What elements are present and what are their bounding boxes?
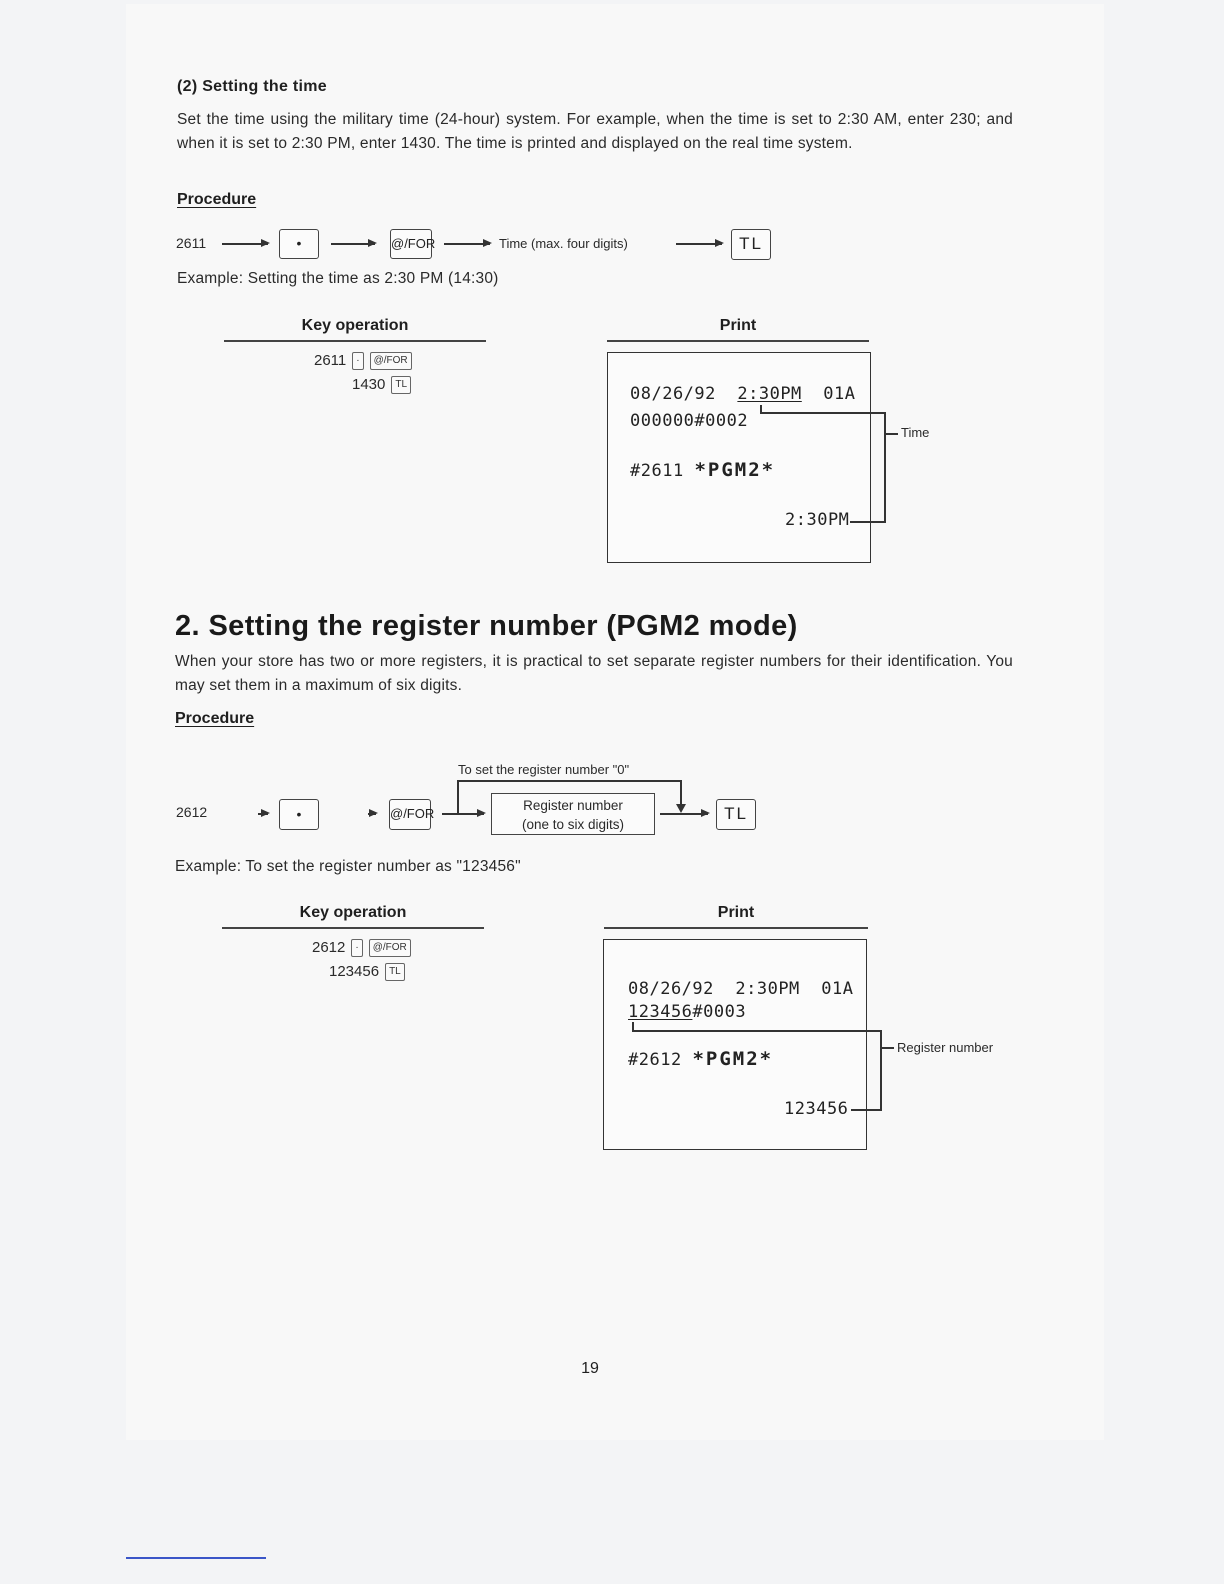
callout-line [884, 412, 886, 522]
receipt-consecutive: #0003 [692, 1002, 747, 1022]
key-line-1 [312, 939, 411, 957]
register-number-box [491, 793, 655, 835]
callout-line [880, 1047, 894, 1049]
key-line-2-code: 1430 [352, 376, 386, 393]
register-procedure-label: Procedure [175, 710, 255, 727]
small-for-key: @/FOR [370, 352, 412, 370]
receipt-mode-line [628, 1048, 773, 1070]
tl-key: TL [731, 229, 771, 260]
bypass-line [680, 780, 682, 806]
footnote-rule [126, 1557, 266, 1559]
register-start-code: 2612 [176, 804, 208, 820]
receipt-mode: *PGM2* [692, 1048, 774, 1070]
receipt-time-value: 2:30PM [735, 979, 800, 999]
receipt-time-print: 2:30PM [785, 510, 850, 530]
page-number: 19 [581, 1360, 599, 1377]
divider [607, 340, 869, 342]
receipt-header-line [628, 979, 854, 999]
register-box-line2: (one to six digits) [521, 817, 625, 832]
dot-key: • [279, 799, 319, 830]
arrow [676, 243, 722, 245]
callout-line [880, 1030, 882, 1110]
for-key: @/FOR [390, 229, 432, 259]
down-arrowhead [676, 804, 686, 813]
key-line-2 [352, 376, 411, 394]
callout-time: Time [901, 425, 930, 440]
receipt-header-line [630, 384, 856, 404]
receipt-reg: 01A [821, 979, 854, 999]
receipt-date: 08/26/92 [628, 979, 714, 999]
key-operation-heading: Key operation [299, 904, 407, 921]
small-dot-key: · [351, 939, 362, 957]
time-start-code: 2611 [176, 235, 207, 251]
arrow [368, 813, 376, 815]
zero-note: To set the register number "0" [458, 762, 630, 777]
register-paragraph: When your store has two or more registers, it is practical to set separate register numbers for their identification. You may set them in a maximum of six digits. [175, 653, 1013, 694]
small-tl-key: TL [385, 963, 405, 981]
receipt-time-value: 2:30PM [737, 384, 802, 404]
callout-line [850, 521, 886, 523]
key-line-2 [329, 963, 405, 981]
time-example: Example: Setting the time as 2:30 PM (14:30) [177, 270, 499, 287]
callout-line [851, 1109, 882, 1111]
small-for-key: @/FOR [369, 939, 411, 957]
print-heading: Print [717, 904, 755, 921]
receipt-register-print: 123456 [784, 1099, 849, 1119]
receipt-mode-line [630, 459, 775, 481]
small-dot-key: · [352, 352, 363, 370]
key-operation-heading: Key operation [301, 317, 409, 334]
arrow [331, 243, 375, 245]
arrow [660, 813, 708, 815]
receipt-code: #2612 [628, 1050, 682, 1070]
key-line-1-code: 2611 [314, 352, 347, 369]
register-example: Example: To set the register number as "123456" [175, 858, 521, 875]
dot-key: • [279, 229, 319, 259]
time-procedure-label: Procedure [177, 191, 257, 208]
receipt-register-line [628, 1002, 746, 1022]
key-line-1-code: 2612 [312, 939, 346, 956]
small-tl-key: TL [391, 376, 411, 394]
manual-page [126, 4, 1104, 1440]
arrow [444, 243, 490, 245]
for-key: @/FOR [389, 799, 431, 830]
receipt-register-number: 123456 [628, 1002, 693, 1022]
divider [222, 927, 484, 929]
receipt-date: 08/26/92 [630, 384, 716, 404]
tl-key: TL [716, 799, 756, 830]
receipt-mode: *PGM2* [694, 459, 776, 481]
receipt-reg: 01A [823, 384, 856, 404]
arrow [258, 813, 268, 815]
time-heading: (2) Setting the time [177, 78, 328, 95]
divider [224, 340, 486, 342]
receipt-code: #2611 [630, 461, 684, 481]
callout-line [632, 1030, 881, 1032]
print-heading: Print [719, 317, 757, 334]
register-heading: 2. Setting the register number (PGM2 mode) [175, 610, 798, 642]
bypass-line [457, 780, 681, 782]
time-input-label: Time (max. four digits) [499, 236, 628, 251]
callout-line [760, 412, 886, 414]
arrow [222, 243, 268, 245]
callout-line [884, 433, 898, 435]
bypass-line [457, 780, 459, 814]
callout-line [632, 1022, 634, 1030]
callout-register-number: Register number [897, 1040, 994, 1055]
divider [604, 927, 868, 929]
time-paragraph: Set the time using the military time (24-hour) system. For example, when the time is set to 2:30 AM, enter 230; and when it is set to 2:30 PM, enter 1430. The time is printed and displayed on the real time system. [177, 111, 1013, 152]
register-box-line1: Register number [523, 798, 623, 813]
arrow [442, 813, 484, 815]
key-line-2-code: 123456 [329, 963, 380, 980]
receipt-consecutive: 000000#0002 [630, 411, 749, 431]
key-line-1 [314, 352, 412, 370]
